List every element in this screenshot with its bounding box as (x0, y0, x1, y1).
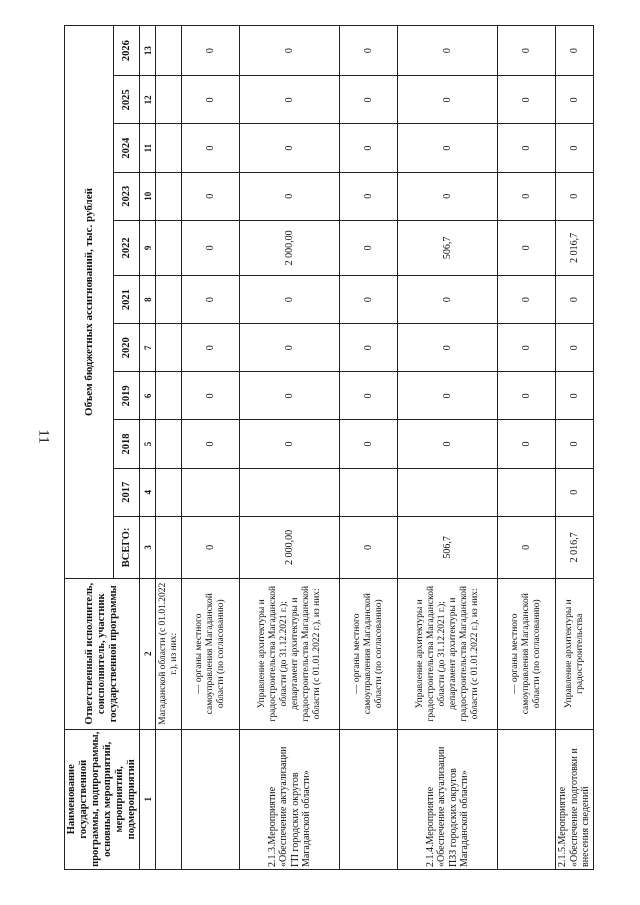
cell-2018: 0 (498, 420, 556, 468)
col-number: 4 (140, 468, 156, 516)
cell-2022: 0 (182, 220, 240, 275)
cell-2023: 0 (556, 172, 594, 220)
cell-2025: 0 (182, 76, 240, 124)
cell-2021: 0 (182, 275, 240, 323)
row-total (156, 516, 182, 578)
cell-2023: 0 (498, 172, 556, 220)
cell-2022: 2 016,7 (556, 220, 594, 275)
cell-2018: 0 (340, 420, 398, 468)
table-row (182, 26, 240, 870)
cell-2025: 0 (556, 76, 594, 124)
header-total: ВСЕГО: (114, 516, 140, 578)
row-name: 2.1.5.Мероприятие «Обеспечение подготовки и внесения сведений (556, 729, 594, 869)
year-2020: 2020 (114, 324, 140, 372)
cell-2022: 2 000,00 (240, 220, 340, 275)
cell-2018: 0 (240, 420, 340, 468)
row-executor: — органы местного самоуправления Магаданской области (по согласованию) (182, 578, 240, 729)
year-2019: 2019 (114, 372, 140, 420)
row-total: 0 (340, 516, 398, 578)
cell-2018: 0 (556, 420, 594, 468)
header-budget: Объем бюджетных ассигнований, тыс. рублей (65, 26, 114, 579)
row-executor: Магаданской области (с 01.01.2022 г.), из них: (156, 578, 182, 729)
cell-2020: 0 (340, 324, 398, 372)
header-row-numbers (140, 26, 156, 870)
cell-2017 (182, 468, 240, 516)
cell-2019: 0 (498, 372, 556, 420)
cell-2023: 0 (340, 172, 398, 220)
row-name: 2.1.3.Мероприятие «Обеспечение актуализации ГП городских округов Магаданской области» (240, 729, 340, 869)
row-executor: — органы местного самоуправления Магаданской области (по согласованию) (340, 578, 398, 729)
cell-2026: 0 (182, 26, 240, 76)
col-number: 12 (140, 76, 156, 124)
cell-2022: 506,7 (398, 220, 498, 275)
cell-2025 (156, 76, 182, 124)
col-number: 5 (140, 420, 156, 468)
cell-2022 (156, 220, 182, 275)
col-number: 13 (140, 26, 156, 76)
row-total: 2 000,00 (240, 516, 340, 578)
cell-2020 (156, 324, 182, 372)
cell-2026: 0 (498, 26, 556, 76)
cell-2025: 0 (240, 76, 340, 124)
cell-2024: 0 (498, 124, 556, 172)
cell-2018: 0 (398, 420, 498, 468)
year-2022: 2022 (114, 220, 140, 275)
cell-2020: 0 (498, 324, 556, 372)
year-2024: 2024 (114, 124, 140, 172)
row-executor: Управление архитектуры и градостроительства (556, 578, 594, 729)
year-2026: 2026 (114, 26, 140, 76)
cell-2024: 0 (340, 124, 398, 172)
cell-2019: 0 (182, 372, 240, 420)
cell-2025: 0 (498, 76, 556, 124)
cell-2024 (156, 124, 182, 172)
cell-2021 (156, 275, 182, 323)
row-executor: — органы местного самоуправления Магаданской области (по согласованию) (498, 578, 556, 729)
cell-2021: 0 (240, 275, 340, 323)
rotated-table-container (64, 25, 616, 870)
cell-2025: 0 (340, 76, 398, 124)
table-row (340, 26, 398, 870)
cell-2020: 0 (556, 324, 594, 372)
row-name (340, 729, 398, 869)
cell-2023: 0 (398, 172, 498, 220)
cell-2021: 0 (498, 275, 556, 323)
row-total: 2 016,7 (556, 516, 594, 578)
cell-2020: 0 (240, 324, 340, 372)
year-2017: 2017 (114, 468, 140, 516)
page-number: 11 (35, 429, 52, 444)
col-number: 11 (140, 124, 156, 172)
cell-2024: 0 (556, 124, 594, 172)
cell-2020: 0 (182, 324, 240, 372)
cell-2017 (240, 468, 340, 516)
row-name (182, 729, 240, 869)
col-number: 9 (140, 220, 156, 275)
cell-2025: 0 (398, 76, 498, 124)
row-name: 2.1.4.Мероприятие «Обеспечение актуализации ПЗЗ городских округов Магаданской области» (398, 729, 498, 869)
col-number: 2 (140, 578, 156, 729)
col-number: 7 (140, 324, 156, 372)
cell-2017 (340, 468, 398, 516)
table-row (498, 26, 556, 870)
table-row (398, 26, 498, 870)
col-number: 1 (140, 729, 156, 869)
cell-2026: 0 (398, 26, 498, 76)
cell-2023: 0 (240, 172, 340, 220)
cell-2018 (156, 420, 182, 468)
cell-2023 (156, 172, 182, 220)
cell-2024: 0 (398, 124, 498, 172)
row-name (498, 729, 556, 869)
cell-2024: 0 (182, 124, 240, 172)
col-number: 6 (140, 372, 156, 420)
cell-2017 (398, 468, 498, 516)
row-executor: Управление архитектуры и градостроительства Магаданской области (до 31.12.2021 г.); департамент архитектуры и градостроительства Магаданской области (с 01.01.2022 г.), из них: (240, 578, 340, 729)
cell-2021: 0 (556, 275, 594, 323)
header-name: Наименование государственной программы, подпрограммы, основных мероприятий, мероприятий, подмероприятий (65, 729, 140, 869)
year-2025: 2025 (114, 76, 140, 124)
cell-2021: 0 (398, 275, 498, 323)
row-total: 0 (182, 516, 240, 578)
cell-2017 (498, 468, 556, 516)
cell-2017 (156, 468, 182, 516)
row-total: 506,7 (398, 516, 498, 578)
col-number: 8 (140, 275, 156, 323)
year-2023: 2023 (114, 172, 140, 220)
cell-2022: 0 (498, 220, 556, 275)
cell-2018: 0 (182, 420, 240, 468)
table-row (156, 26, 182, 870)
header-row-1 (65, 26, 114, 870)
cell-2017: 0 (556, 468, 594, 516)
cell-2021: 0 (340, 275, 398, 323)
cell-2020: 0 (398, 324, 498, 372)
cell-2019: 0 (340, 372, 398, 420)
table-row (556, 26, 594, 870)
row-executor: Управление архитектуры и градостроительства Магаданской области (до 31.12.2021 г.); департамент архитектуры и градостроительства Магаданской области (с 01.01.2022 г.), из них: (398, 578, 498, 729)
table-row (240, 26, 340, 870)
row-total: 0 (498, 516, 556, 578)
cell-2019 (156, 372, 182, 420)
year-2021: 2021 (114, 275, 140, 323)
cell-2026 (156, 26, 182, 76)
cell-2026: 0 (556, 26, 594, 76)
cell-2019: 0 (240, 372, 340, 420)
cell-2026: 0 (340, 26, 398, 76)
cell-2026: 0 (240, 26, 340, 76)
year-2018: 2018 (114, 420, 140, 468)
cell-2023: 0 (182, 172, 240, 220)
cell-2022: 0 (340, 220, 398, 275)
cell-2019: 0 (398, 372, 498, 420)
row-name (156, 729, 182, 869)
cell-2019: 0 (556, 372, 594, 420)
budget-table (64, 25, 594, 870)
cell-2024: 0 (240, 124, 340, 172)
header-executor: Ответственный исполнитель, соисполнитель, участник государственной программы (65, 578, 140, 729)
col-number: 10 (140, 172, 156, 220)
col-number: 3 (140, 516, 156, 578)
